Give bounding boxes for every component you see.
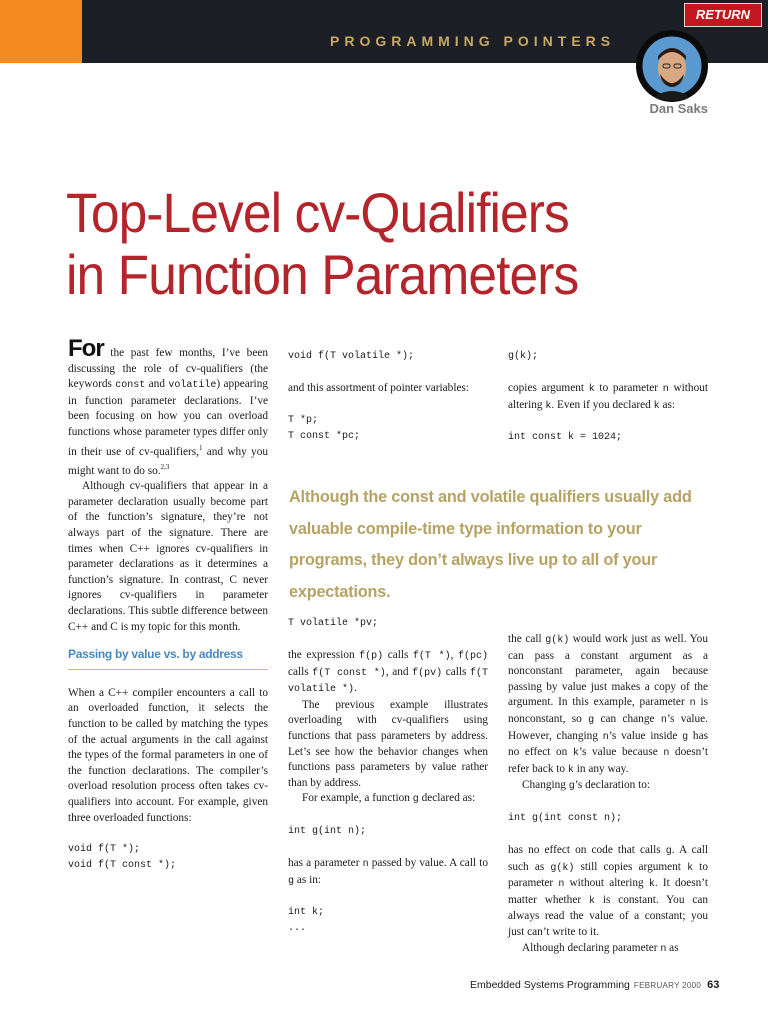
column-2-bottom	[288, 616, 488, 937]
paragraph: Changing g’s declaration to:	[522, 779, 651, 793]
return-button[interactable]: RETURN	[684, 3, 762, 27]
paragraph: has no effect on code that calls g. A call such as g(k) still copies argument k to parameter n without altering k. It doesn’t matter whether k is constant. You can always read the value of a constant; you just can’t write to it.	[508, 843, 709, 938]
page-number: 63	[707, 979, 720, 991]
author-photo	[636, 30, 708, 102]
column-1	[68, 335, 268, 874]
paragraph: copies argument k to parameter n without altering k. Even if you declared k as:	[508, 382, 709, 412]
title-line-1: Top-Level cv-Qualifiers	[66, 181, 569, 244]
column-kicker: PROGRAMMING POINTERS	[330, 33, 616, 49]
code-block: T volatile *pv;	[288, 618, 379, 629]
paragraph: the expression f(p) calls f(T *), f(pc) calls f(T const *), and f(pv) calls f(T volatile *).	[288, 649, 488, 696]
paragraph: and this assortment of pointer variables:	[288, 382, 470, 394]
paragraph: For example, a function g declared as:	[302, 792, 476, 806]
issue-date: FEBRUARY 2000	[633, 981, 702, 990]
code-block: T *p; T const *pc;	[288, 414, 361, 442]
code-block: void f(T volatile *);	[288, 351, 415, 362]
article-title	[66, 182, 692, 306]
orange-block	[0, 0, 82, 63]
section-subhead: Passing by value vs. by address	[68, 647, 268, 670]
code-block: int g(int const n);	[508, 812, 623, 824]
code-block: int k; ...	[288, 907, 325, 935]
title-line-2: in Function Parameters	[66, 243, 579, 306]
paragraph: the call g(k) would work just as well. You can pass a constant argument as a nonconstant parameter, again because passing by value just makes a copy of the argument. In this example, parameter n is nonconstant, so g can change n’s value. However, changing n’s value inside g has no effect on k’s value because n doesn’t refer back to k in any way.	[508, 633, 708, 776]
magazine-name: Embedded Systems Programming	[470, 979, 630, 991]
code-block: g(k);	[508, 351, 539, 362]
page-footer	[470, 979, 720, 991]
column-3-bottom	[508, 632, 708, 957]
paragraph: When a C++ compiler encounters a call to an overloaded function, it selects the function to be called by matching the types of the actual arguments in the call against the types of the formal parameters in one of the function declarations. The compiler’s overload resolution process often takes cv-qualifiers into account. For example, given three overloaded functions:	[68, 686, 268, 824]
code-block: int const k = 1024;	[508, 432, 623, 444]
code-block: int g(int n);	[288, 825, 367, 837]
paragraph: The previous example illustrates overloading with cv-qualifiers using functions that pass parameters by address. Let’s see how the behavior changes when functions pass parameters by value rather than by address.	[288, 698, 488, 789]
column-3-top	[508, 340, 708, 446]
paragraph: has a parameter n passed by value. A call to g as in:	[288, 856, 488, 887]
paragraph: Although declaring parameter n as	[522, 941, 679, 955]
code-block: void f(T *); void f(T const *);	[68, 844, 177, 872]
paragraph: Although cv-qualifiers that appear in a parameter declaration usually become part of the function’s signature, they’re not always part of the signature. There are times when C++ ignores cv-qualifiers in parameter declarations as it determines a function’s signature. In contrast, C never ignores cv-qualifiers in parameter declarations. This subtle difference between C++ and C is my topic for this month.	[68, 480, 268, 633]
intro-paragraph: For the past few months, I’ve been discussing the role of cv-qualifiers (the keywords const and volatile) appearing in function parameter declarations. I’ve been focusing on how you can overload functions whose parameter types differ only in their use of cv-qualifiers,$^1$ and why you might want to do so.$^{2,3}$	[68, 335, 268, 477]
column-2-top	[288, 340, 488, 445]
drop-cap-for: For	[68, 335, 104, 362]
pull-quote: Although the const and volatile qualifiers usually add valuable compile-time type information to your programs, they don’t always live up to all of your expectations.	[289, 488, 692, 601]
author-name: Dan Saks	[649, 101, 708, 116]
